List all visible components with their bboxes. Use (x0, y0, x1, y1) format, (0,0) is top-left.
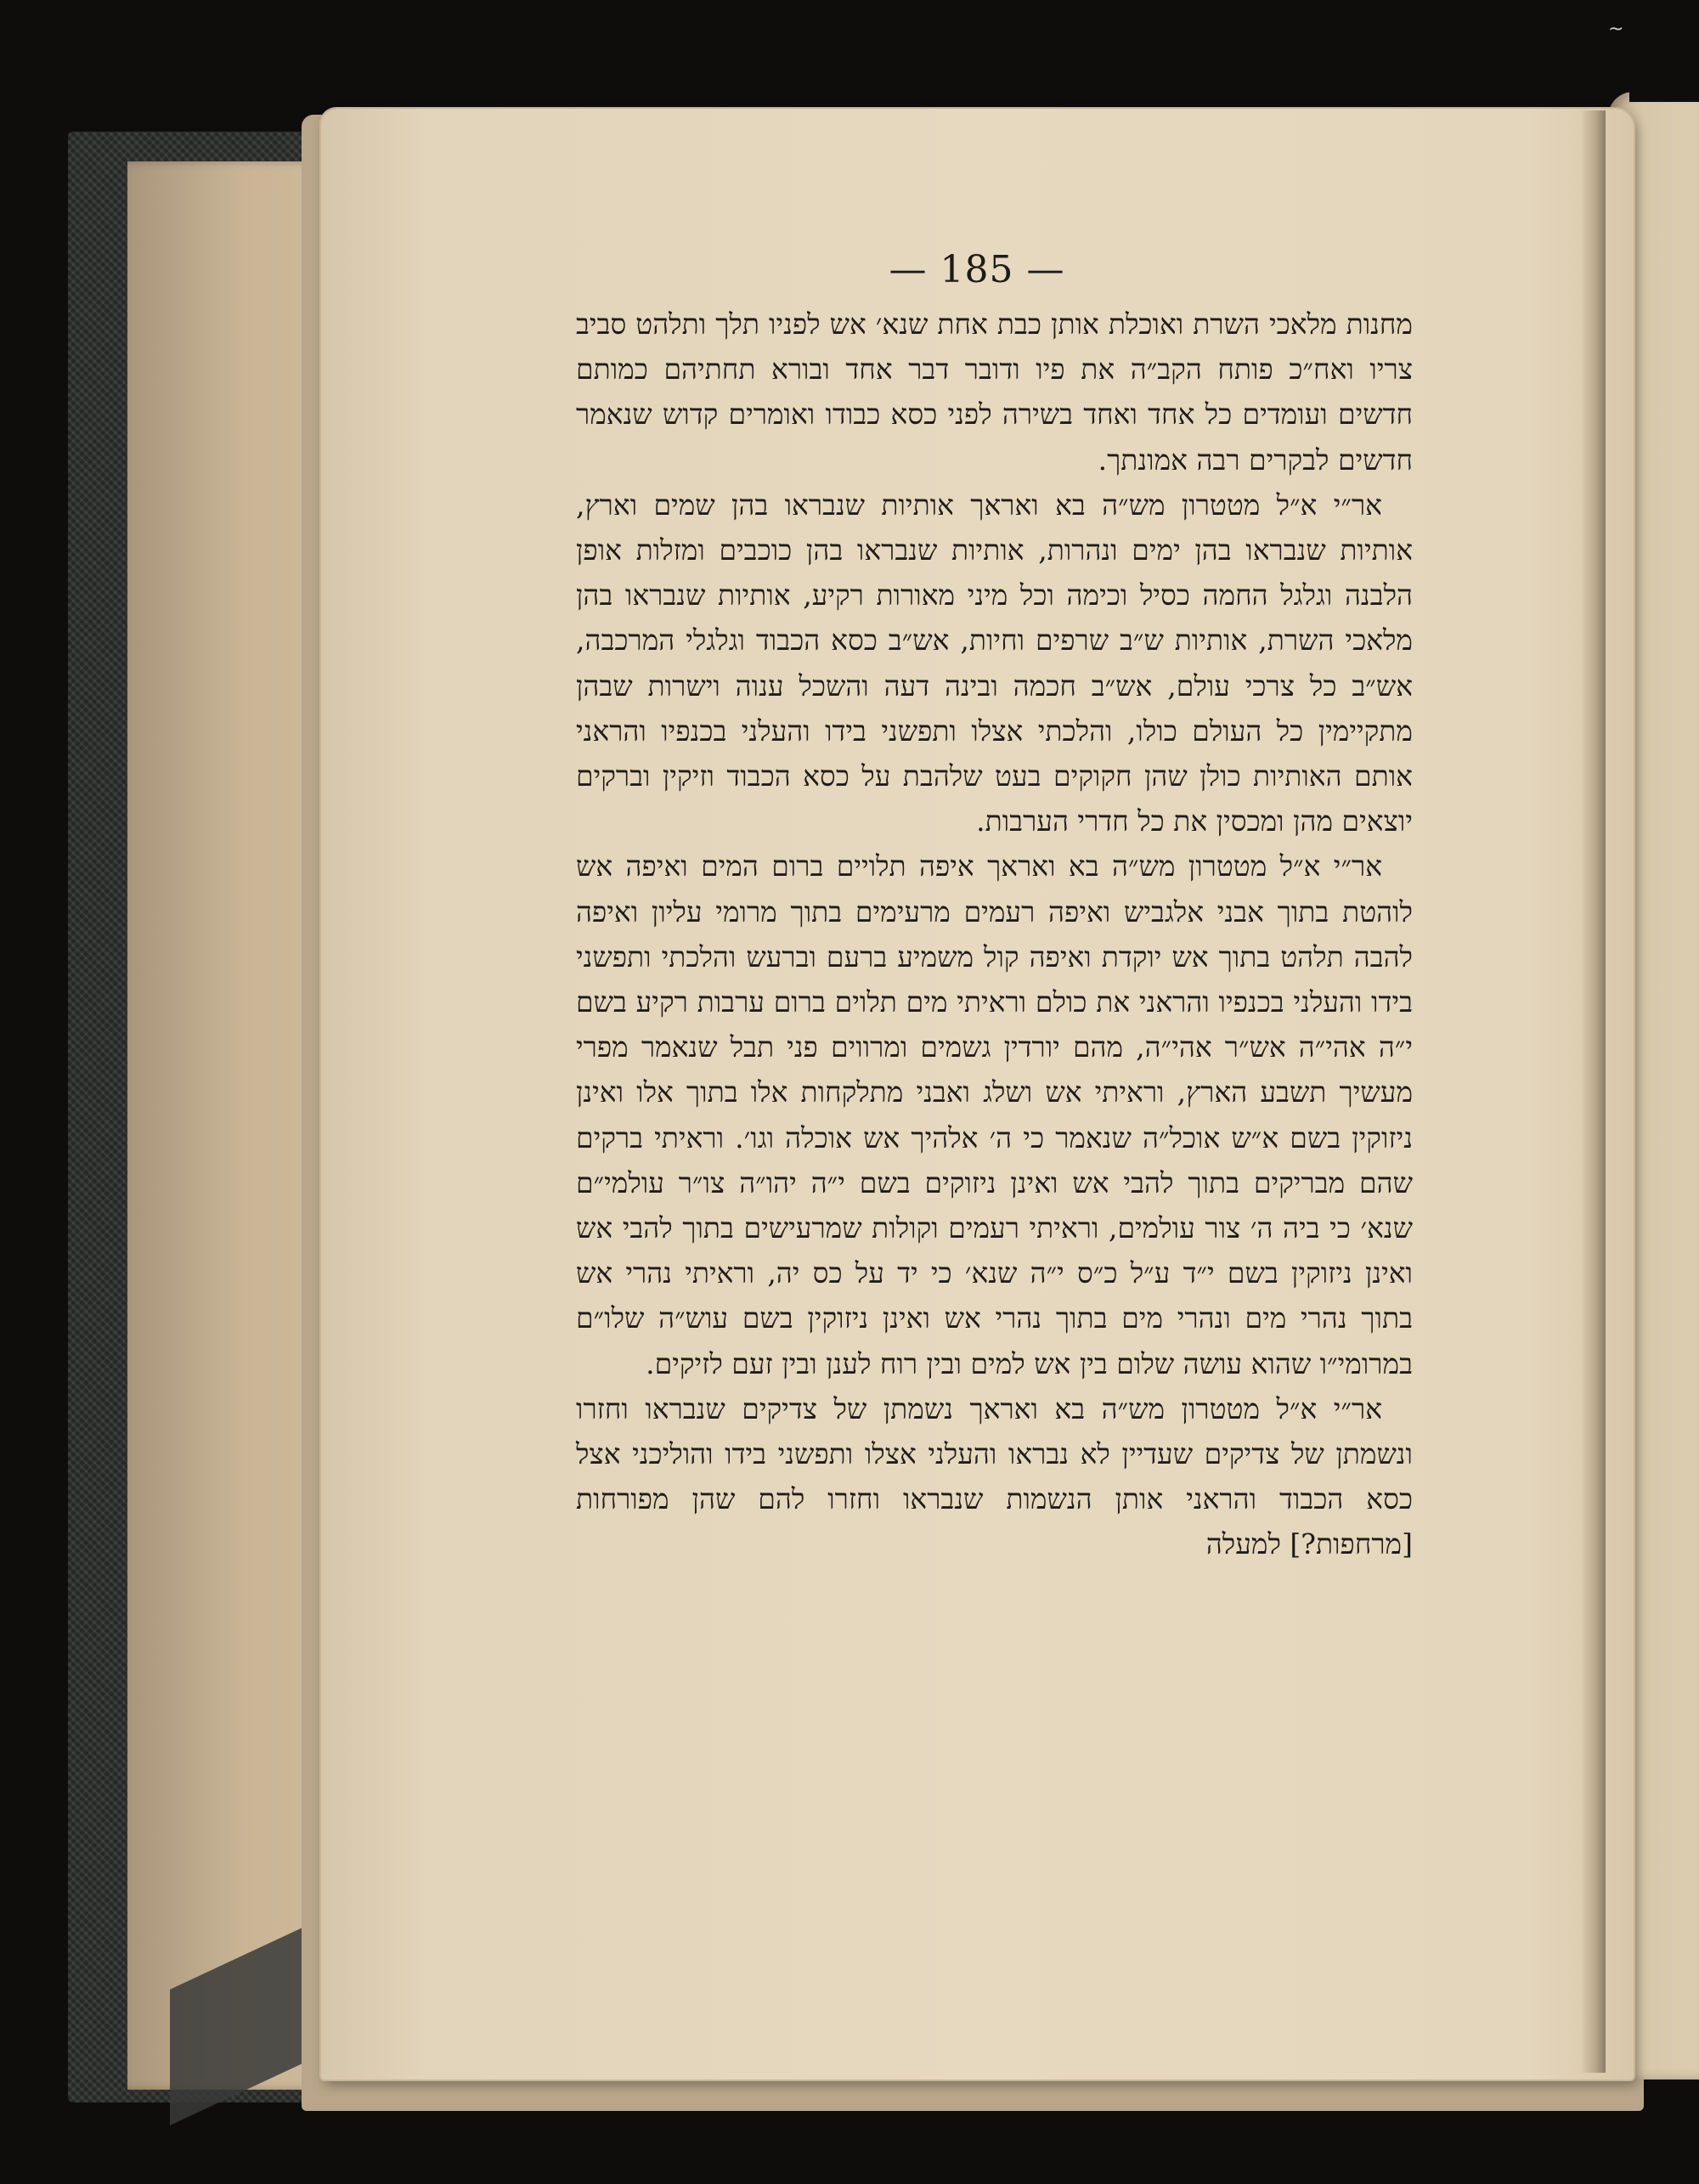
page-text (576, 302, 1413, 1567)
paragraph: מחנות מלאכי השרת ואוכלת אותן כבת אחת שנא׳ אש לפניו תלך ותלהט סביב צריו ואח״כ פותח הקב״ה את פיו ודובר דבר אחד ובורא תחתיהם כמותם חדשים ועומדים כל אחד ואחד בשירה לפני כסא כבודו ואומרים קדוש שנאמר חדשים לבקרים רבה אמונתך. (576, 308, 1413, 477)
paragraph: אר״י א״ל מטטרון מש״ה בא ואראך איפה תלויים ברום המים ואיפה אש לוהטת בתוך אבני אלגביש ואיפה רעמים מרעימים בתוך מרומי עליון ואיפה להבה תלהט בתוך אש יוקדת ואיפה קול משמיע ברעם וברעש והלכתי ותפשני בידו והעלני בכנפיו והראני את כולם וראיתי מים תלוים ברום ערבות רקיע בשם י״ה אהי״ה אש״ר אהי״ה, מהם יורדין גשמים ומרווים פני תבל שנאמר מפרי מעשיך תשבע הארץ, וראיתי אש ושלג ואבני מתלקחות אלו בתוך אלו ואינן ניזוקין בשם א״ש אוכל״ה שנאמר כי ה׳ אלהיך אש אוכלה וגו׳. וראיתי ברקים שהם מבריקים בתוך להבי אש ואינן ניזוקים בשם י״ה יהו״ה צו״ר עולמי״ם שנא׳ כי ביה ה׳ צור עולמים, וראיתי רעמים וקולות שמרעישים בתוך להבי אש ואינן ניזוקין בשם י״ד ע״ל כ״ס י״ה שנא׳ כי יד על כס יה, וראיתי נהרי אש בתוך נהרי מים ונהרי מים בתוך נהרי אש ואינן ניזוקין בשם עוש״ה שלו״ם במרומי״ו שהוא עושה שלום בין אש למים ובין רוח לענן ובין זעם לזיקים. (576, 849, 1413, 1380)
stray-mark: ~ (1608, 19, 1624, 40)
page-number: — 185 — (889, 248, 1065, 291)
paragraph: אר״י א״ל מטטרון מש״ה בא ואראך נשמתן של צדיקים שנבראו וחזרו ונשמתן של צדיקים שעדיין לא נבראו והעלני אצלו ותפשני בידו והוליכני אצל כסא הכבוד והראני אותן הנשמות שנבראו וחזרו להם שהן מפורחות [מרחפות?] למעלה (576, 1391, 1413, 1561)
page-gutter-shadow (1580, 110, 1606, 2073)
paragraph: אר״י א״ל מטטרון מש״ה בא ואראך אותיות שנבראו בהן שמים וארץ, אותיות שנבראו בהן ימים ונהרות, אותיות שנבראו בהן כוכבים ומזלות אופן הלבנה וגלגל החמה כסיל וכימה וכל מיני מאורות רקיע, אותיות שנבראו בהן מלאכי השרת, אותיות ש״ב שרפים וחיות, אש״ב כסא הכבוד וגלגלי המרכבה, אש״ב כל צרכי עולם, אש״ב חכמה ובינה דעה והשכל ענוה וישרות שבהן מתקיימין כל העולם כולו, והלכתי אצלו ותפשני בידו והעלני בכנפיו והראני אותם האותיות כולן שהן חקוקים בעט שלהבת על כסא הכבוד וזיקין וברקים יוצאים מהן ומכסין את כל חדרי הערבות. (576, 488, 1413, 838)
previous-page-edge (127, 161, 323, 2090)
background-corner (1629, 34, 1699, 102)
